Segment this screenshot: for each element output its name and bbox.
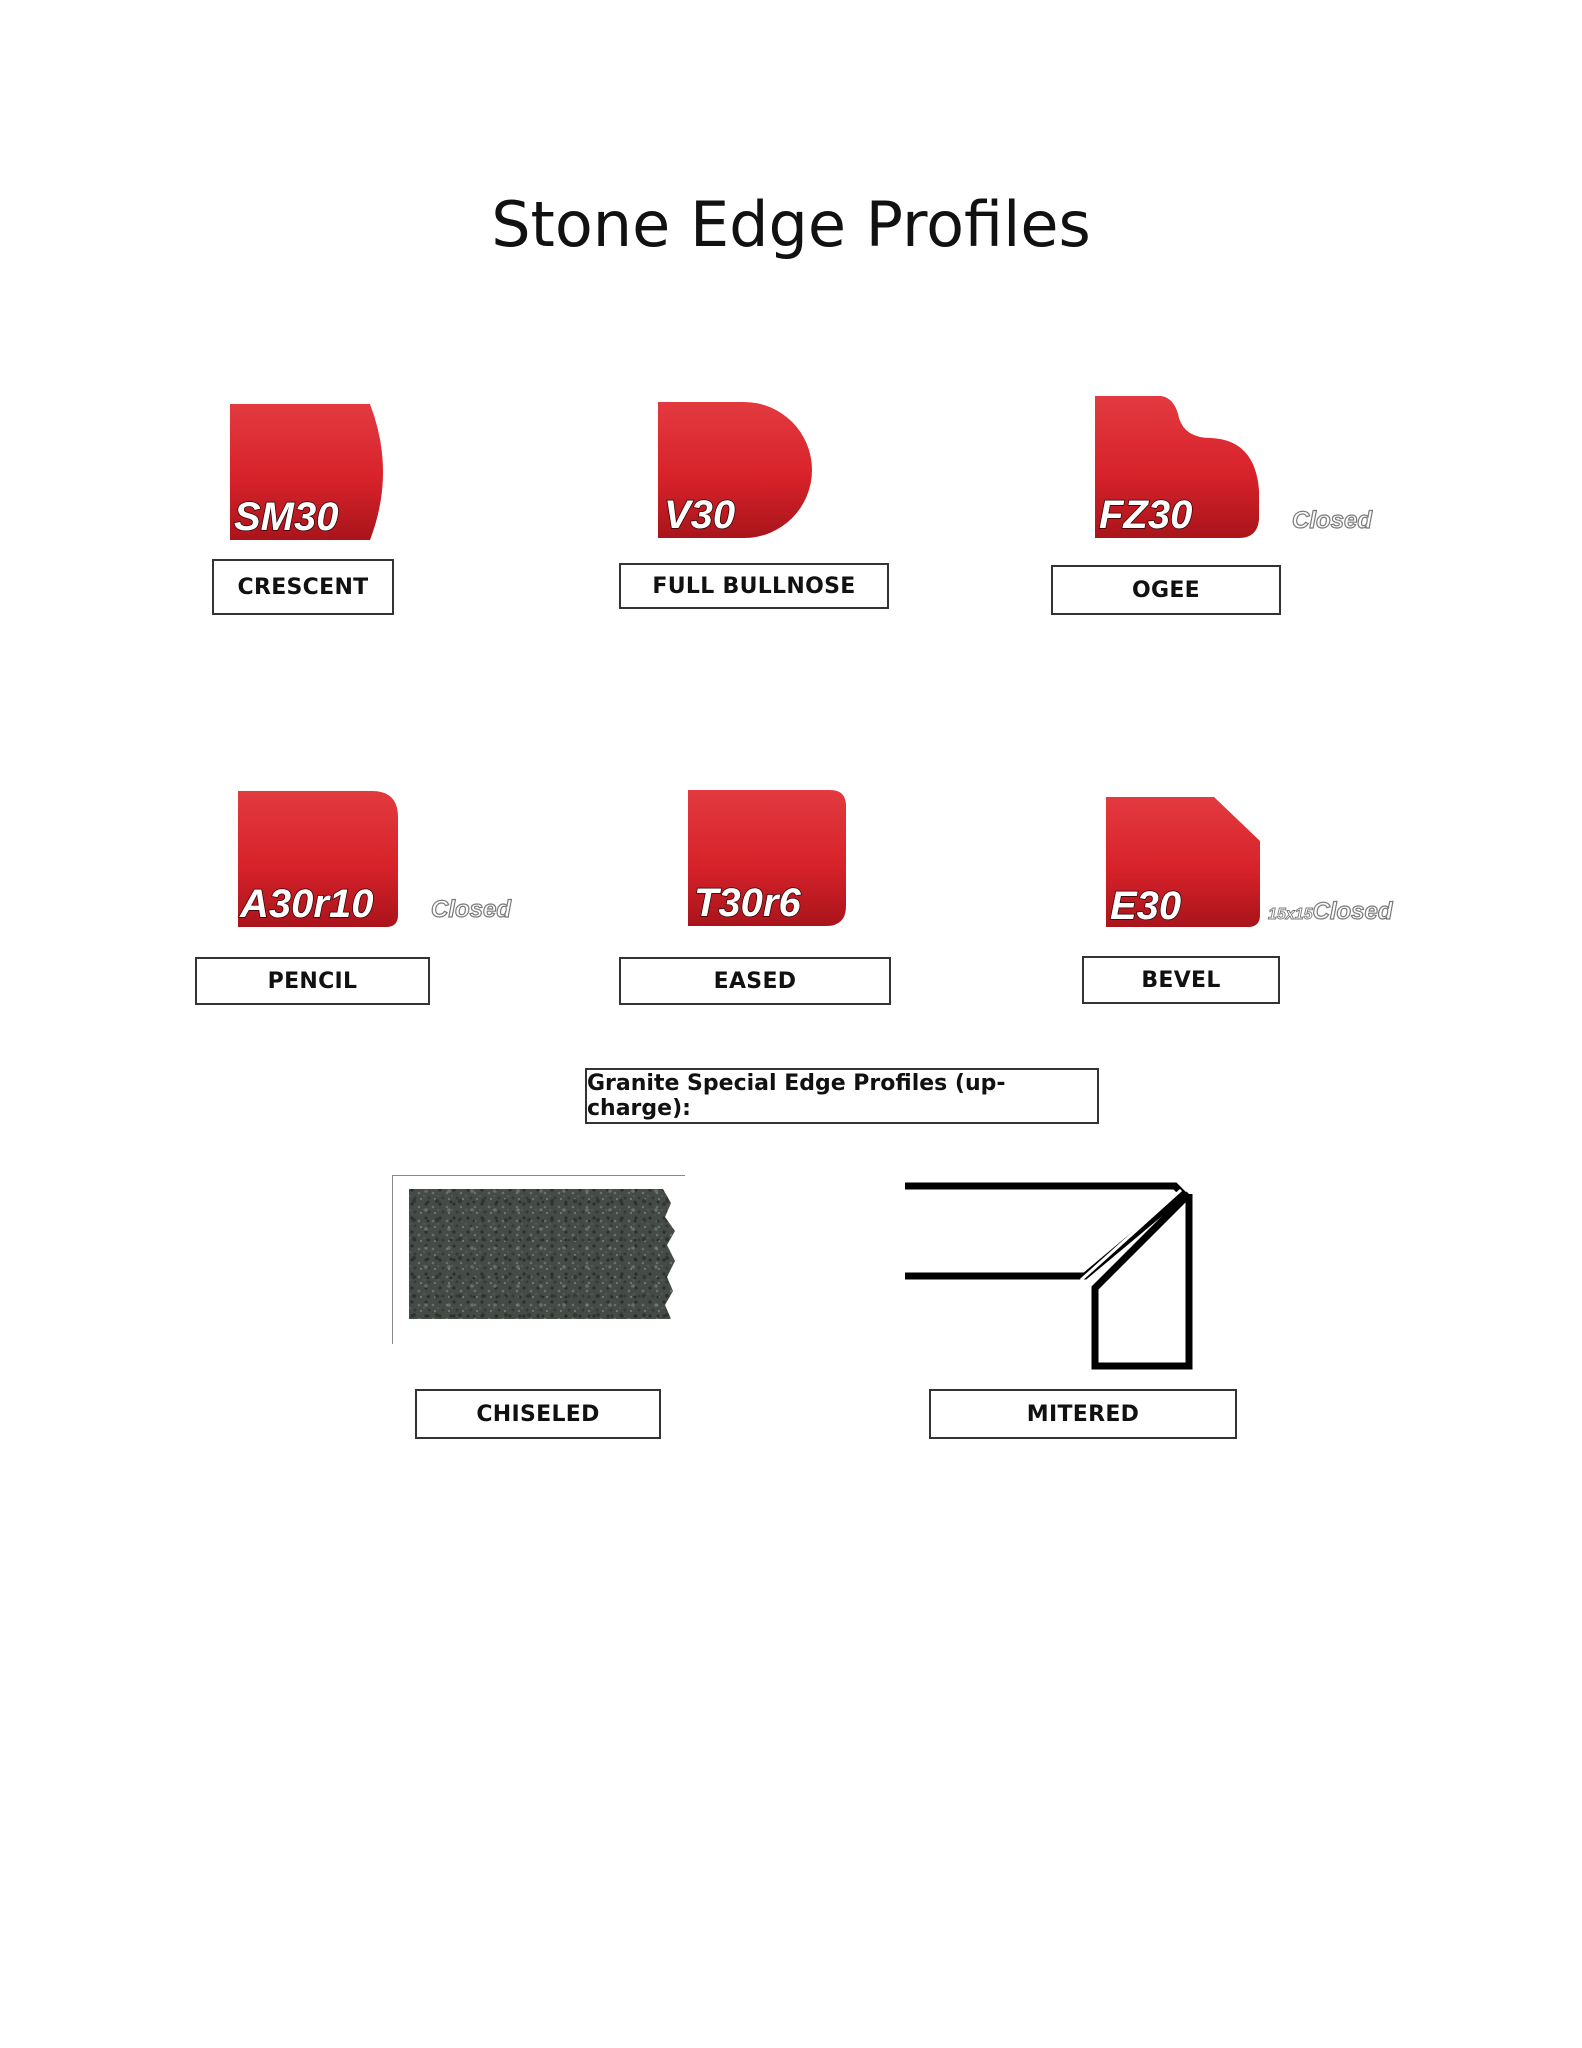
page-title: Stone Edge Profiles	[491, 188, 1091, 261]
profile-name-bevel: BEVEL	[1082, 956, 1280, 1004]
closed-tag	[1268, 898, 1393, 926]
chiseled-stone-icon	[409, 1187, 677, 1323]
profile-code: A30r10	[240, 882, 374, 926]
ogee-edge-icon	[1093, 394, 1263, 540]
crescent-edge-icon	[228, 402, 388, 542]
profile-name-eased: EASED	[619, 957, 891, 1005]
closed-tag: Closed	[431, 896, 512, 923]
closed-tag: Closed	[1292, 507, 1373, 534]
profile-code: SM30	[234, 495, 339, 539]
eased-edge-icon	[686, 788, 852, 928]
profile-code: V30	[664, 493, 736, 537]
profile-name-crescent: CRESCENT	[212, 559, 394, 615]
profile-name-full-bullnose: FULL BULLNOSE	[619, 563, 889, 609]
profile-code: E30	[1110, 884, 1182, 928]
profile-code: T30r6	[694, 881, 801, 925]
profile-name-ogee: OGEE	[1051, 565, 1281, 615]
mitered-edge-icon	[905, 1180, 1195, 1370]
full-bullnose-edge-icon	[656, 400, 816, 540]
special-name-chiseled: CHISELED	[415, 1389, 661, 1439]
closed-label: Closed	[1312, 898, 1393, 925]
profile-name-pencil: PENCIL	[195, 957, 430, 1005]
profile-code: FZ30	[1099, 493, 1193, 537]
pencil-edge-icon	[236, 789, 402, 929]
special-profiles-heading: Granite Special Edge Profiles (up-charge):	[585, 1068, 1099, 1124]
special-name-mitered: MITERED	[929, 1389, 1237, 1439]
bevel-edge-icon	[1104, 795, 1264, 929]
bevel-dimension: 15x15	[1268, 906, 1313, 923]
